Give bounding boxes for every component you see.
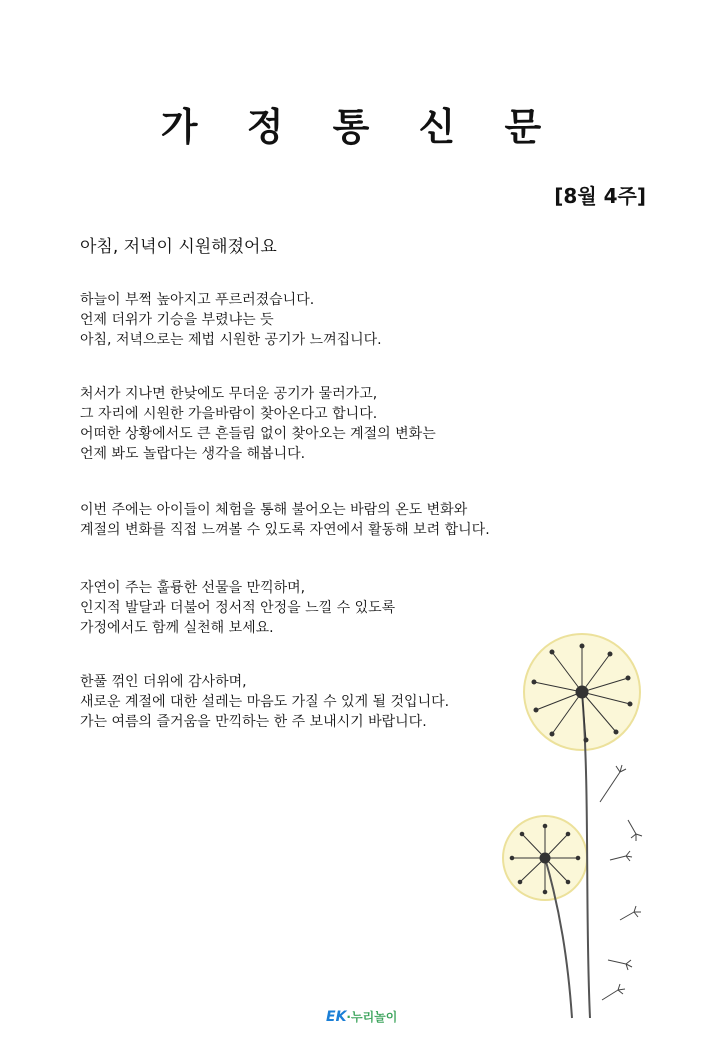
paragraph-line: 가는 여름의 즐거움을 만끽하는 한 주 보내시기 바랍니다. xyxy=(80,714,427,730)
paragraph-line: 그 자리에 시원한 가을바람이 찾아온다고 합니다. xyxy=(80,406,378,422)
paragraph-line: 언제 봐도 놀랍다는 생각을 해봅니다. xyxy=(80,446,306,462)
paragraph-2 xyxy=(80,384,436,464)
paragraph-line: 계절의 변화를 직접 느껴볼 수 있도록 자연에서 활동해 보려 합니다. xyxy=(80,522,490,538)
paragraph-4 xyxy=(80,578,395,638)
paragraph-line: 자연이 주는 훌륭한 선물을 만끽하며, xyxy=(80,580,306,596)
logo-text: ·누리놀이 xyxy=(346,1010,398,1024)
paragraph-line: 하늘이 부쩍 높아지고 푸르러졌습니다. xyxy=(80,292,315,308)
dandelion-icon xyxy=(490,630,680,1020)
paragraph-5 xyxy=(80,672,449,732)
paragraph-line: 가정에서도 함께 실천해 보세요. xyxy=(80,620,274,636)
page-title: 가 정 통 신 문 xyxy=(160,105,560,149)
logo-ek: EK xyxy=(326,1009,347,1025)
paragraph-line: 한풀 꺾인 더위에 감사하며, xyxy=(80,674,247,690)
paragraph-line: 어떠한 상황에서도 큰 흔들림 없이 찾아오는 계절의 변화는 xyxy=(80,426,436,442)
paragraph-3 xyxy=(80,500,490,540)
paragraph-line: 아침, 저녁으로는 제법 시원한 공기가 느껴집니다. xyxy=(80,332,382,348)
paragraph-line: 이번 주에는 아이들이 체험을 통해 불어오는 바람의 온도 변화와 xyxy=(80,502,468,518)
paragraph-line: 언제 더위가 기승을 부렸냐는 듯 xyxy=(80,312,274,328)
paragraph-line: 처서가 지나면 한낮에도 무더운 공기가 물러가고, xyxy=(80,386,378,402)
paragraph-line: 새로운 계절에 대한 설레는 마음도 가질 수 있게 될 것입니다. xyxy=(80,694,450,710)
logo xyxy=(326,1008,397,1025)
week-label: [8월 4주] xyxy=(554,184,646,208)
paragraph-1 xyxy=(80,290,382,350)
paragraph-line: 인지적 발달과 더불어 정서적 안정을 느낄 수 있도록 xyxy=(80,600,396,616)
subtitle: 아침, 저녁이 시원해졌어요 xyxy=(80,237,277,257)
